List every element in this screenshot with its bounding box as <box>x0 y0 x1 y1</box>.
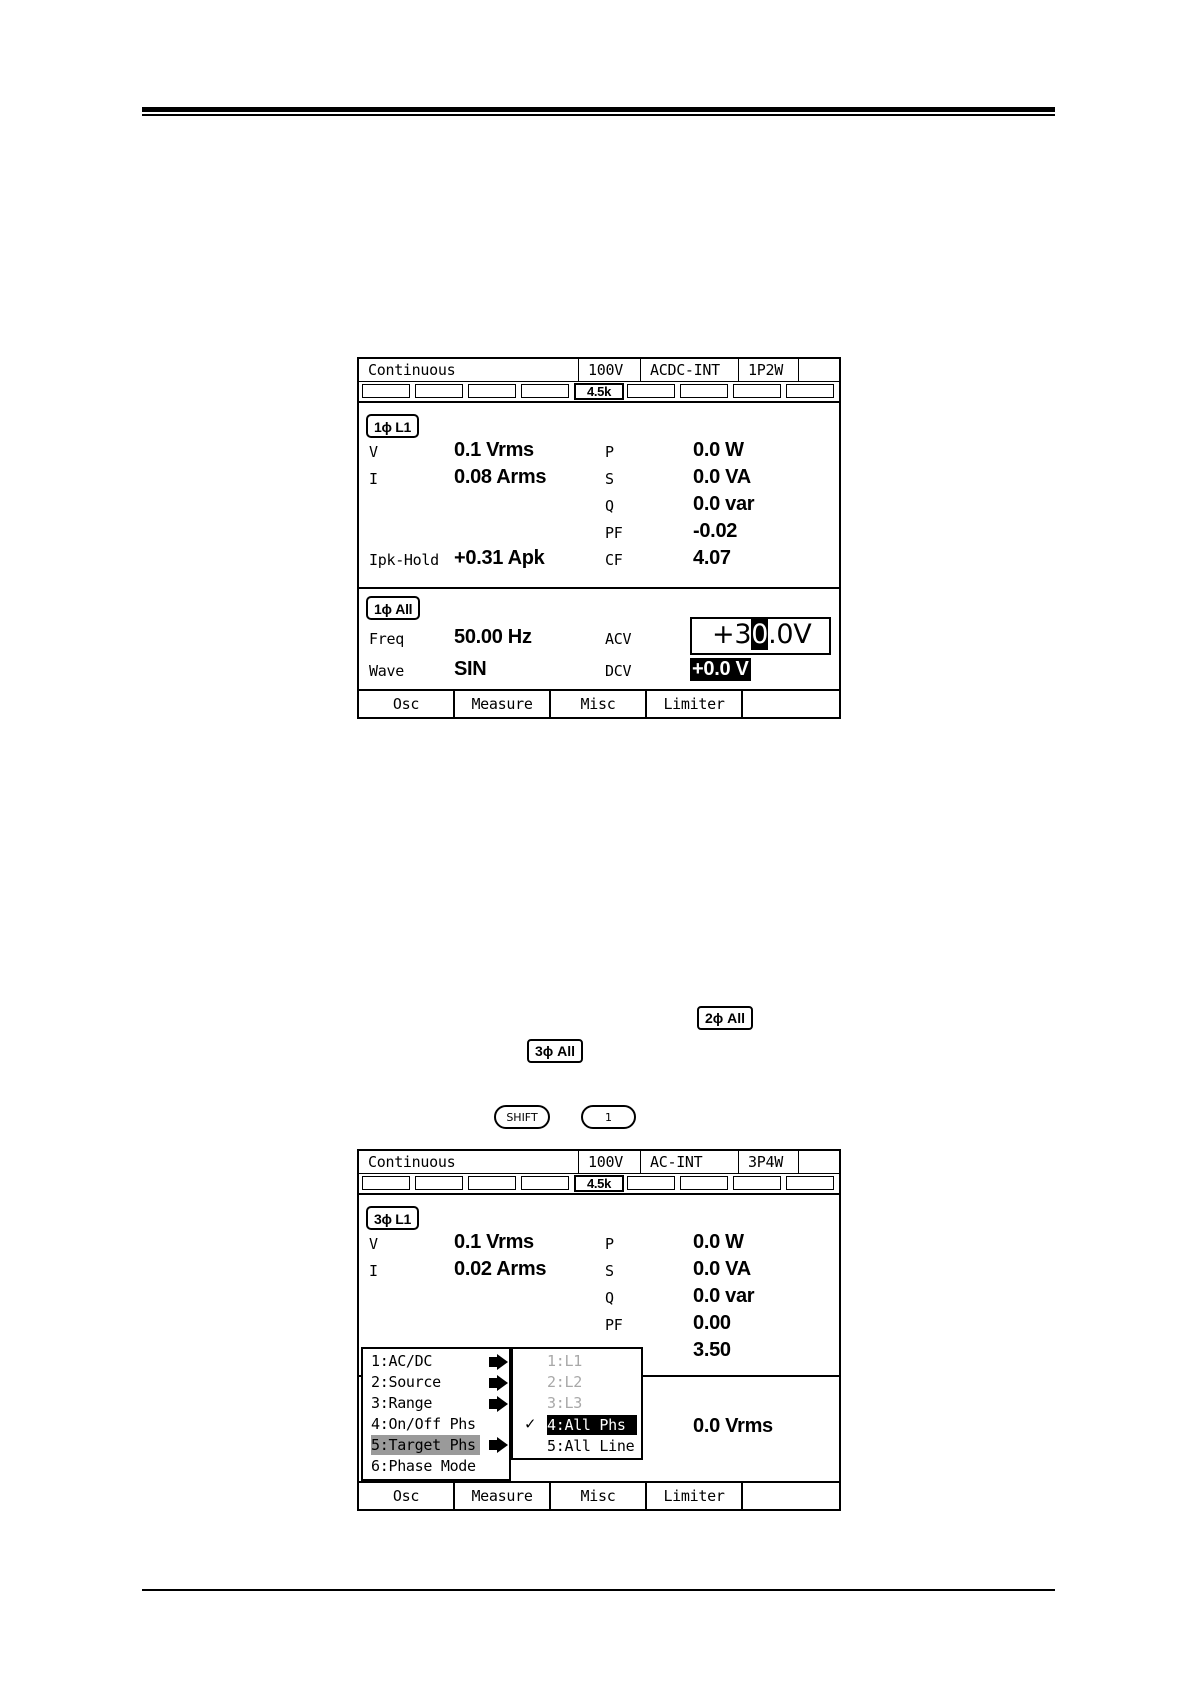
lower-value: 0.0 Vrms <box>693 1415 773 1437</box>
softkey-blank[interactable] <box>743 691 839 717</box>
softkey-measure[interactable]: Measure <box>455 691 551 717</box>
bar-segment <box>627 1176 675 1190</box>
bar-segment <box>362 1176 410 1190</box>
bar-label: 4.5k <box>574 383 624 400</box>
softkey-blank[interactable] <box>743 1483 839 1509</box>
status-mode: Continuous <box>359 359 579 381</box>
freq-value[interactable]: 50.00 Hz <box>454 626 532 648</box>
cf-value: 3.50 <box>693 1339 731 1361</box>
s-label: S <box>605 1262 614 1280</box>
menu-item-on-off-phs[interactable]: 4:On/Off Phs <box>371 1415 476 1433</box>
q-value: 0.0 var <box>693 493 755 515</box>
status-bar <box>359 359 839 382</box>
p-value: 0.0 W <box>693 439 744 461</box>
s-value: 0.0 VA <box>693 1258 751 1280</box>
status-coupling: AC-INT <box>641 1151 739 1173</box>
v-label: V <box>369 443 378 461</box>
bar-segment <box>415 384 463 398</box>
status-mode: Continuous <box>359 1151 579 1173</box>
cf-value: 4.07 <box>693 547 731 569</box>
q-label: Q <box>605 497 614 515</box>
key-1: 1 <box>581 1105 636 1129</box>
dcv-label: DCV <box>605 662 632 680</box>
bar-segment <box>521 1176 569 1190</box>
bar-segment <box>362 384 410 398</box>
submenu-item-all-line[interactable]: 5:All Line <box>547 1437 635 1455</box>
ipk-label: Ipk-Hold <box>369 551 439 569</box>
v-value: 0.1 Vrms <box>454 1231 534 1253</box>
lcd-screen-1 <box>357 357 841 719</box>
submenu-item-l2[interactable]: 2:L2 <box>547 1373 582 1391</box>
submenu-item-all-phs[interactable]: 4:All Phs <box>547 1415 637 1435</box>
bar-segment <box>521 384 569 398</box>
i-label: I <box>369 470 378 488</box>
dcv-value[interactable]: +0.0 V <box>692 658 749 680</box>
bar-segment <box>468 384 516 398</box>
bar-segment <box>733 1176 781 1190</box>
ipk-value: +0.31 Apk <box>454 547 545 569</box>
bar-segment <box>680 384 728 398</box>
status-coupling: ACDC-INT <box>641 359 739 381</box>
status-wiring: 3P4W <box>739 1151 799 1173</box>
softkey-osc[interactable]: Osc <box>359 1483 455 1509</box>
softkey-limiter[interactable]: Limiter <box>647 1483 743 1509</box>
p-label: P <box>605 443 614 461</box>
submenu-arrow-icon <box>497 1354 508 1370</box>
section-divider <box>359 587 839 589</box>
acv-label: ACV <box>605 630 632 648</box>
header-rule-thin <box>142 114 1055 116</box>
wave-label: Wave <box>369 662 404 680</box>
softkey-bar <box>359 1481 839 1509</box>
phase-tag[interactable]: 1ϕ L1 <box>366 414 419 438</box>
check-icon: ✓ <box>525 1414 535 1434</box>
submenu-arrow-icon <box>497 1375 508 1391</box>
menu-item-ac-dc[interactable]: 1:AC/DC <box>371 1352 433 1370</box>
pf-label: PF <box>605 1316 623 1334</box>
all-phase-tag[interactable]: 1ϕ All <box>366 596 420 620</box>
acv-cursor-digit: 0 <box>751 619 769 650</box>
status-bar <box>359 1151 839 1174</box>
bar-segment <box>468 1176 516 1190</box>
level-bar <box>359 1173 839 1195</box>
menu-item-phase-mode[interactable]: 6:Phase Mode <box>371 1457 476 1475</box>
acv-digits-before: +3 <box>712 619 752 650</box>
footer-rule <box>142 1589 1055 1591</box>
bar-segment <box>627 384 675 398</box>
bar-segment <box>415 1176 463 1190</box>
inline-3phase-all-tag: 3ϕ All <box>527 1039 583 1063</box>
p-label: P <box>605 1235 614 1253</box>
softkey-limiter[interactable]: Limiter <box>647 691 743 717</box>
menu-item-range[interactable]: 3:Range <box>371 1394 433 1412</box>
acv-digits-after: .0V <box>768 619 812 650</box>
popup-submenu <box>511 1347 643 1460</box>
v-value: 0.1 Vrms <box>454 439 534 461</box>
submenu-arrow-icon <box>497 1396 508 1412</box>
q-value: 0.0 var <box>693 1285 755 1307</box>
i-value: 0.02 Arms <box>454 1258 547 1280</box>
status-wiring: 1P2W <box>739 359 799 381</box>
cf-label: CF <box>605 551 623 569</box>
p-value: 0.0 W <box>693 1231 744 1253</box>
s-label: S <box>605 470 614 488</box>
softkey-measure[interactable]: Measure <box>455 1483 551 1509</box>
popup-menu <box>361 1347 511 1481</box>
bar-label: 4.5k <box>574 1175 624 1192</box>
wave-value[interactable]: SIN <box>454 658 487 680</box>
menu-item-source[interactable]: 2:Source <box>371 1373 441 1391</box>
pf-value: -0.02 <box>693 520 738 542</box>
v-label: V <box>369 1235 378 1253</box>
shift-key: SHIFT <box>494 1105 550 1129</box>
status-range: 100V <box>579 1151 641 1173</box>
acv-input[interactable] <box>690 617 831 655</box>
i-value: 0.08 Arms <box>454 466 547 488</box>
status-range: 100V <box>579 359 641 381</box>
level-bar <box>359 381 839 403</box>
softkey-osc[interactable]: Osc <box>359 691 455 717</box>
q-label: Q <box>605 1289 614 1307</box>
lcd-screen-2 <box>357 1149 841 1511</box>
submenu-item-l3[interactable]: 3:L3 <box>547 1394 582 1412</box>
bar-segment <box>733 384 781 398</box>
menu-item-target-phs[interactable]: 5:Target Phs <box>371 1435 480 1455</box>
pf-value: 0.00 <box>693 1312 731 1334</box>
freq-label: Freq <box>369 630 404 648</box>
softkey-bar <box>359 689 839 717</box>
softkey-misc[interactable]: Misc <box>551 691 647 717</box>
inline-2phase-all-tag: 2ϕ All <box>697 1006 753 1030</box>
header-rule-thick <box>142 107 1055 112</box>
s-value: 0.0 VA <box>693 466 751 488</box>
bar-segment <box>680 1176 728 1190</box>
bar-segment <box>786 384 834 398</box>
i-label: I <box>369 1262 378 1280</box>
phase-tag[interactable]: 3ϕ L1 <box>366 1206 419 1230</box>
submenu-arrow-icon <box>497 1437 508 1453</box>
submenu-item-l1[interactable]: 1:L1 <box>547 1352 582 1370</box>
bar-segment <box>786 1176 834 1190</box>
softkey-misc[interactable]: Misc <box>551 1483 647 1509</box>
pf-label: PF <box>605 524 623 542</box>
